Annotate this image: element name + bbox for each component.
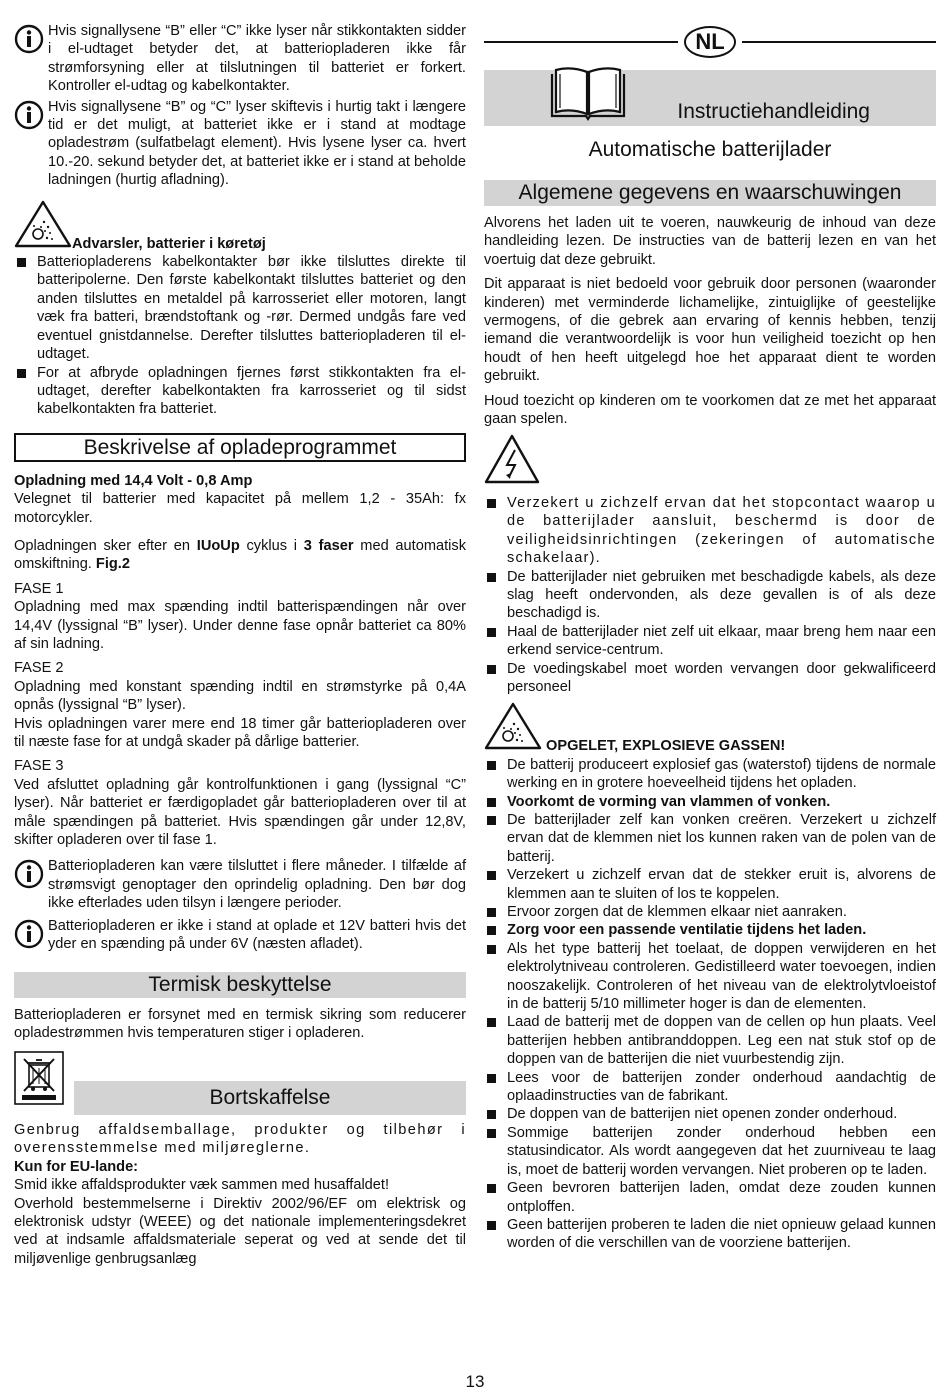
cycle-text (14, 537, 466, 574)
bullet-text: For at afbryde opladningen fjernes først stikkontakten fra el-udtaget, derefter kabelkontakten fra karrosseriet og til sidst kabelkontakten fra batteriet. (37, 364, 466, 418)
general-paragraph-1: Alvorens het laden uit te voeren, nauwkeurig de inhoud van deze handleiding lezen. De instructies van de batterij lezen en van het voertuig dat deze gebruikt. (484, 215, 936, 268)
info-note-2 (14, 98, 466, 190)
bullet-square-icon (487, 1221, 496, 1230)
list-item (484, 1179, 936, 1216)
crossed-bin-icon (14, 1051, 64, 1110)
bullet-square-icon (487, 1184, 496, 1193)
bullet-text: Lees voor de batterijen zonder onderhoud aandachtig de oplaadinstructies van de fabrikant. (507, 1069, 936, 1105)
bullet-text: Sommige batterijen zonder onderhoud hebben een statusindicator. Als wordt aangegeven dat het zuurniveau te laag is, moet de batterij worden vervangen. Niet proberen op te laden. (507, 1124, 936, 1178)
general-paragraph-3: Houd toezicht op kinderen om te voorkomen dat ze met het apparaat gaan spelen. (484, 392, 936, 428)
cycle-mid: cyklus i (239, 537, 304, 554)
divider (742, 41, 936, 43)
bullet-text: Batteriopladerens kabelkontakter bør ikke tilsluttes direkte til batteripolerne. Den første kabelkontakt tilsluttes batteriet og den anden tilsluttes en metaldel på karrosseriet eller motoren, langt væk fra batteri, brændstoftank og -rør. Dermed undgås fare ved eventuel gnistdannelse. Derefter tilsluttes batteriopladeren til el-udtaget. (37, 254, 466, 363)
phase-1-text: Opladning med max spænding indtil batterispændingen når over 14,4V (lyssignal “B” lyser). Under denne fase opnår batteriet ca 80% af sin ladning. (14, 599, 466, 652)
bullet-square-icon (487, 908, 496, 917)
bullet-text: Voorkomt de vorming van vlammen of vonken. (507, 793, 831, 810)
bullet-text: Als het type batterij het toelaat, de doppen verwijderen en het elektrolytniveau controleren. Gedistilleerd water toevoegen, indien nooszakelijk. Controleren of het niveau van de elektrolytvloeistof in de batterij 5/10 millimeter hoger is dan de elementen. (507, 940, 936, 1013)
right-column (484, 26, 936, 1253)
bullet-square-icon (17, 258, 26, 267)
warning-heading: Advarsler, batterier i køretøj (72, 235, 266, 252)
left-column (14, 22, 466, 1268)
bullet-text: Zorg voor een passende ventilatie tijdens het laden. (507, 922, 867, 939)
info-icon (14, 919, 48, 954)
phase-3-text: Ved afsluttet opladning går kontrolfunktionen i gang (lyssignal “C” lyser). Når batteriet er færdigopladet går batteriopladeren over til at måle spændingen på batteriet. Hvis spændingen går under 12,8V, skifter opladeren over til fase 1. (14, 776, 466, 849)
thermal-text: Batteriopladeren er forsynet med en termisk sikring som reducerer opladestrømmen hvis temperaturen stiger i opladeren. (14, 1007, 466, 1042)
explosion-warning-icon (14, 200, 72, 253)
bullet-text: Geen batterijen proberen te laden die niet opnieuw gelaad kunnen worden of die verschillen van de voorziene batterijen. (507, 1216, 936, 1252)
disposal-header (14, 1051, 466, 1115)
list-item (484, 1216, 936, 1253)
cycle-bold-iuoup: IUoUp (196, 537, 240, 554)
disposal-title-bar (74, 1081, 466, 1115)
bullet-text: De batterij produceert explosief gas (waterstof) tijdens de normale werking en in grotere hoeveelheid tijdens het opladen. (507, 756, 936, 792)
cycle-pre: Opladningen sker efter en (14, 537, 197, 554)
section-title-thermal: Termisk beskyttelse (14, 972, 466, 998)
explosive-heading-row (484, 702, 936, 755)
language-badge: NL (684, 26, 736, 58)
bullet-text: De voedingskabel moet worden vervangen door gekwalificeerd personeel (507, 660, 936, 695)
bullet-square-icon (487, 499, 496, 508)
general-paragraph-2: Dit apparaat is niet bedoeld voor gebruik door personen (waaronder kinderen) met verminderde lichamelijke, zintuiglijke of geestelijke vermogens, of die gebrek aan ervaring of kennis hebben, tenzij iemand die verantwoordelijk is voor hun veiligheid toezicht op hen houdt of hen heeft uitgelegd hoe het apparaat dient te worden gebruikt. (484, 276, 936, 385)
bullet-text: Verzekert u zichzelf ervan dat het stopcontact waarop u de batterijlader aansluit, beschermd is door de veiligheidsinrichtingen (zekeringen of automatische schakelaar). (507, 494, 936, 567)
list-item (484, 623, 936, 660)
bullet-text: Verzekert u zichzelf ervan dat de stekker eruit is, alvorens de klemmen aan te sluiten of los te koppelen. (507, 867, 936, 902)
bullet-text: Geen bevroren batterijen laden, omdat deze zouden kunnen ontploffen. (507, 1180, 936, 1215)
divider (484, 41, 678, 43)
phase-2-text: Opladning med konstant spænding indtil en strømstyrke på 0,4A opnås (lyssignal “B” lyser). (14, 678, 466, 714)
bullet-square-icon (17, 369, 26, 378)
list-item (484, 1124, 936, 1179)
bullet-square-icon (487, 1110, 496, 1119)
bullet-square-icon (487, 816, 496, 825)
charge-text: Velegnet til batterier med kapacitet på mellem 1,2 - 35Ah: fx motorcykler. (14, 491, 466, 526)
list-item (484, 811, 936, 866)
info-note-3 (14, 857, 466, 912)
bullet-square-icon (487, 798, 496, 807)
bullet-square-icon (487, 628, 496, 637)
eu-text-1: Smid ikke affaldsprodukter væk sammen med husaffaldet! (14, 1177, 390, 1194)
info-text: Hvis signallysene “B” og “C” lyser skiftevis i hurtig takt i længere tid er det muligt, at batteriet ikke er i stand at modtage opladestrøm (sulfatbelagt element). Hvis lysene lyser ca. hvert 10.-20. sekund betyder det, at batteriet ikke er i stand at beholde ladningen (hurtig afladning). (48, 98, 466, 189)
figure-reference: Fig.2 (95, 556, 130, 573)
explosive-heading: OPGELET, EXPLOSIEVE GASSEN! (546, 738, 786, 755)
eu-heading: Kun for EU-lande: (14, 1158, 139, 1175)
bullet-square-icon (487, 871, 496, 880)
list-item (484, 660, 936, 697)
info-text: Batteriopladeren kan være tilsluttet i flere måneder. I tilfælde af strømsvigt genoptager den oprindelig opladning. Den bør dog ikke efterlades uden tilsyn i længere perioder. (48, 858, 466, 912)
charge-heading: Opladning med 14,4 Volt - 0,8 Amp (14, 472, 253, 489)
list-item (484, 866, 936, 903)
phase-1-title: FASE 1 (14, 580, 64, 597)
electric-warning-icon-wrap (484, 434, 936, 489)
bullet-text: Laad de batterij met de doppen van de cellen op hun plaats. Veel batterijen hebben antibranddoppen. Leg een nat stuk stof op de doppen van de batterijen die niet vuurbestendig zijn. (507, 1014, 936, 1068)
warning-heading-row (14, 200, 466, 253)
info-text: Hvis signallysene “B” eller “C” ikke lyser når stikkontakten sidder i el-udtaget betyder det, at batteriopladeren ikke får strømforsyning eller at tilslutningen til batteriet er forkert. Kontroller el-udtag og kabelkontakter. (48, 23, 466, 95)
bullet-text: Haal de batterijlader niet zelf uit elkaar, maar breng hem naar een erkend service-centrum. (507, 623, 936, 659)
bullet-text: De batterijlader zelf kan vonken creëren. Verzekert u zichzelf ervan dat de klemmen niet los kunnen raken van de polen van de batterij. (507, 811, 936, 865)
list-item (484, 793, 936, 811)
bullet-square-icon (487, 665, 496, 674)
explosion-warning-icon (484, 702, 542, 755)
list-item (484, 1013, 936, 1068)
bullet-square-icon (487, 761, 496, 770)
disposal-text: Genbrug affaldsemballage, produkter og tilbehør i overensstemmelse med miljøreglerne. (14, 1121, 466, 1157)
list-item (14, 253, 466, 363)
product-title: Automatische batterijlader (588, 138, 832, 161)
bullet-square-icon (487, 926, 496, 935)
list-item (484, 756, 936, 793)
info-note-1 (14, 22, 466, 96)
eu-text-2: Overhold bestemmelserne i Direktiv 2002/96/EF om elektrisk og elektronisk udstyr (WEEE) og det nationale implementeringsdekret ved at indsamle affaldsmateriale seperat og ved at sende det til miljøvenlige genbrugsanlæg (14, 1195, 466, 1267)
info-icon (14, 859, 48, 894)
manual-title-box (484, 70, 936, 126)
section-title-disposal: Bortskaffelse (209, 1085, 331, 1109)
info-icon (14, 24, 48, 59)
phase-3-title: FASE 3 (14, 758, 64, 775)
info-text: Batteriopladeren er ikke i stand at oplade et 12V batteri hvis det yder en spænding på under 6V (næsten afladet). (48, 917, 466, 953)
explosive-bullet-list (484, 756, 936, 1253)
info-note-4 (14, 917, 466, 954)
manual-title: Instructiehandleiding (677, 100, 870, 123)
language-header (484, 26, 936, 58)
electric-shock-warning-icon (484, 472, 540, 488)
list-item (484, 940, 936, 1014)
list-item (14, 364, 466, 419)
bullet-text: De batterijlader niet gebruiken met beschadigde kabels, als deze slag heeft ondervonden, als deze gevallen is of als deze beschadigd is. (507, 568, 936, 622)
bullet-square-icon (487, 1129, 496, 1138)
list-item (484, 903, 936, 921)
list-item (484, 568, 936, 623)
bullet-square-icon (487, 573, 496, 582)
bullet-square-icon (487, 1018, 496, 1027)
open-book-icon (546, 64, 630, 127)
cycle-post: med automatisk omskiftning. (14, 537, 467, 573)
list-item (484, 494, 936, 568)
section-title-charging-program: Beskrivelse af opladeprogrammet (14, 433, 466, 462)
phase-2-text-extra: Hvis opladningen varer mere end 18 timer går batteriopladeren over til næste fase for at undgå skader på dårlige batterier. (14, 715, 466, 750)
bullet-square-icon (487, 1074, 496, 1083)
bullet-text: Ervoor zorgen dat de klemmen elkaar niet aanraken. (507, 904, 847, 920)
info-icon (14, 100, 48, 135)
section-title-general: Algemene gegevens en waarschuwingen (484, 180, 936, 206)
list-item (484, 1105, 936, 1123)
bullet-text: De doppen van de batterijen niet openen zonder onderhoud. (507, 1106, 898, 1123)
cycle-bold-phases: 3 faser (303, 537, 354, 554)
page-number: 13 (465, 1372, 485, 1391)
phase-2-title: FASE 2 (14, 660, 64, 677)
bullet-square-icon (487, 945, 496, 954)
list-item (484, 1069, 936, 1106)
list-item (484, 921, 936, 939)
